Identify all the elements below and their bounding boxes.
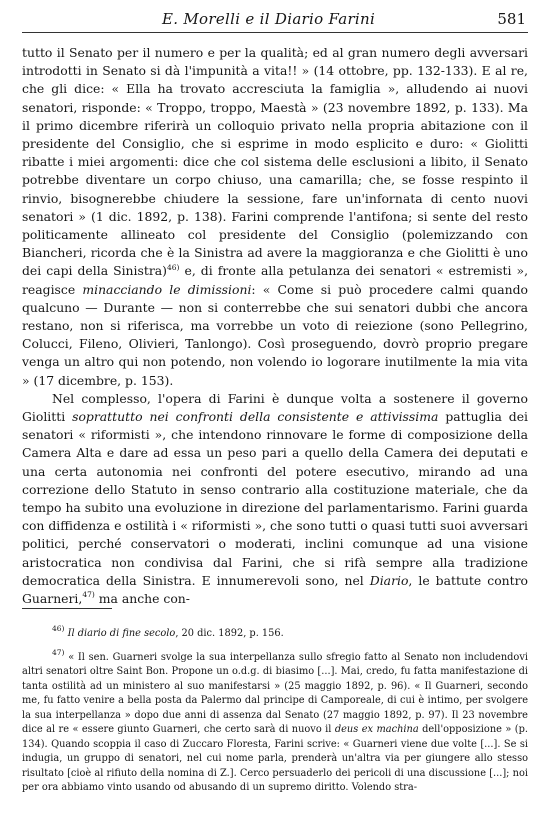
page-header (22, 10, 528, 33)
footnote-46-title: Il diario di fine secolo (67, 628, 176, 639)
paragraph-2-tail: ma anche con- (94, 591, 190, 607)
paragraph-1-text: tutto il Senato per il numero e per la qualità; ed al gran numero degli avversari introdotti in Senato si dà l'impunità a vita!! » (14 ottobre, pp. 132-133). E al re, che gli dice: « Ella ha trovato accresciuta la famiglia », alludendo ai nuovi senatori, risponde: « Troppo, troppo, Maestà » (23 novembre 1892, p. 133). Ma il primo dicembre riferirà un colloquio privato nella propria abitazione con il presidente del Consiglio, che si esprime in modo esplicito e duro: « Giolitti ribatte i miei argomenti: dice che col sistema delle esclusioni a libito, il Senato potrebbe diventare un corpo chiuso, una camarilla; che, se fosse respinto il rinvio, bisognerebbe chiudere la sessione, fare un'infornata di cento nuovi senatori » (1 dic. 1892, p. 138). Farini comprende l'antifona; si sente del resto politicamente allineato col presidente del Consiglio (polemizzando con Biancheri, ricorda che è la Sinistra ad avere la maggioranza e che Giolitti è uno dei capi della Sinistra) (22, 45, 528, 279)
paragraph-1-tail: : « Come si può procedere calmi quando qualcuno — Durante — non si conterrebbe che sui senatori dubbi che ancora restano, non si riferisca, ma vorrebbe un voto di reiezione (sono Pellegrino, Colucci, Fileno, Olivieri, Tanlongo). Così proseguendo, dovrò proprio pregare venga un altro qui non potendo, non volendo io logorare inutilmente la mia vita » (17 dicembre, p. 153). (22, 281, 528, 388)
footnote-47 (22, 647, 528, 796)
footnote-separator (22, 608, 112, 609)
body-text (22, 44, 528, 608)
paragraph-2-italic-diario: Diario (369, 572, 409, 588)
paragraph-2-head: Nel complesso, l'opera di Farini è dunque volta a sostenere il governo Giolitti (22, 390, 528, 425)
footnote-ref-46: 46) (167, 262, 180, 272)
running-title: E. Morelli e il Diario Farini (162, 10, 376, 28)
paragraph-1 (22, 44, 528, 390)
footnotes (22, 624, 528, 796)
page-number: 581 (497, 10, 526, 28)
footnote-ref-47: 47) (82, 590, 95, 600)
footnote-47-italic: deus ex machina (334, 724, 419, 735)
footnote-47-text-b: dell'opposizione » (p. 134). Quando scoppia il caso di Zuccaro Floresta, Farini scrive: « Guarneri viene due volte [...]. Se si indugia, un gruppo di senatori, nel cui nome parla, prenderà un'altra via per giungere allo stesso risultato [cioè al rifiuto della nomina di Z.]. Cerco persuaderlo dei pericoli di una discussione [...]; noi per ora abbiamo vinto usando od abusando di un supremo diritto. Volendo stra- (22, 724, 528, 793)
footnote-46-text: , 20 dic. 1892, p. 156. (175, 628, 284, 639)
footnote-47-number: 47) (52, 647, 65, 657)
paragraph-2-italic: soprattutto nei confronti della consistente e attivissima (72, 409, 439, 425)
paragraph-2 (22, 390, 528, 608)
paragraph-2-text: pattuglia dei senatori « riformisti », che intendono rinnovare le forme di composizione della Camera Alta e dare ad essa un peso pari a quello della Camera dei deputati e una certa autonomia nei confronti del potere esecutivo, mirando ad una correzione dello Statuto in senso contrario alla costituzione materiale, che da tempo ha subito una evoluzione in direzione del parlamentarismo. Farini guarda con diffidenza e ostilità i « riformisti », che sono tutti o quasi tutti suoi avversari politici, perché conservatori o moderati, inclini comunque ad una visione aristocratica non condivisa dal Farini, che si rifà sempre alla tradizione democratica della Sinistra. E innumerevoli sono, nel (22, 409, 529, 588)
footnote-46-number: 46) (52, 624, 65, 634)
paragraph-2-text-2: , le battute contro Guarneri, (22, 572, 528, 607)
paragraph-1-italic: minacciando le dimissioni (82, 281, 252, 297)
paragraph-1-mid: e, di fronte alla petulanza dei senatori « estremisti », reagisce (22, 263, 529, 297)
footnote-46 (22, 624, 528, 642)
footnote-47-text-a: « Il sen. Guarneri svolge la sua interpellanza sullo sfregio fatto al Senato non includendovi altri senatori oltre Saint Bon. Propone un o.d.g. di biasimo [...]. Mai, credo, fu fatta manifestazione di tanta ostilità ad un ministero al suo manifestarsi » (25 maggio 1892, p. 96). « Il Guarneri, secondo me, fu fatto venire a bella posta da Palermo dal principe di Camporeale, di cui è intimo, per svolgere la sua interpellanza » dopo due anni di assenza dal Senato (27 maggio 1892, p. 97). Il 23 novembre dice al re « essere giunto Guarneri, che certo sarà di nuovo il (22, 651, 528, 735)
